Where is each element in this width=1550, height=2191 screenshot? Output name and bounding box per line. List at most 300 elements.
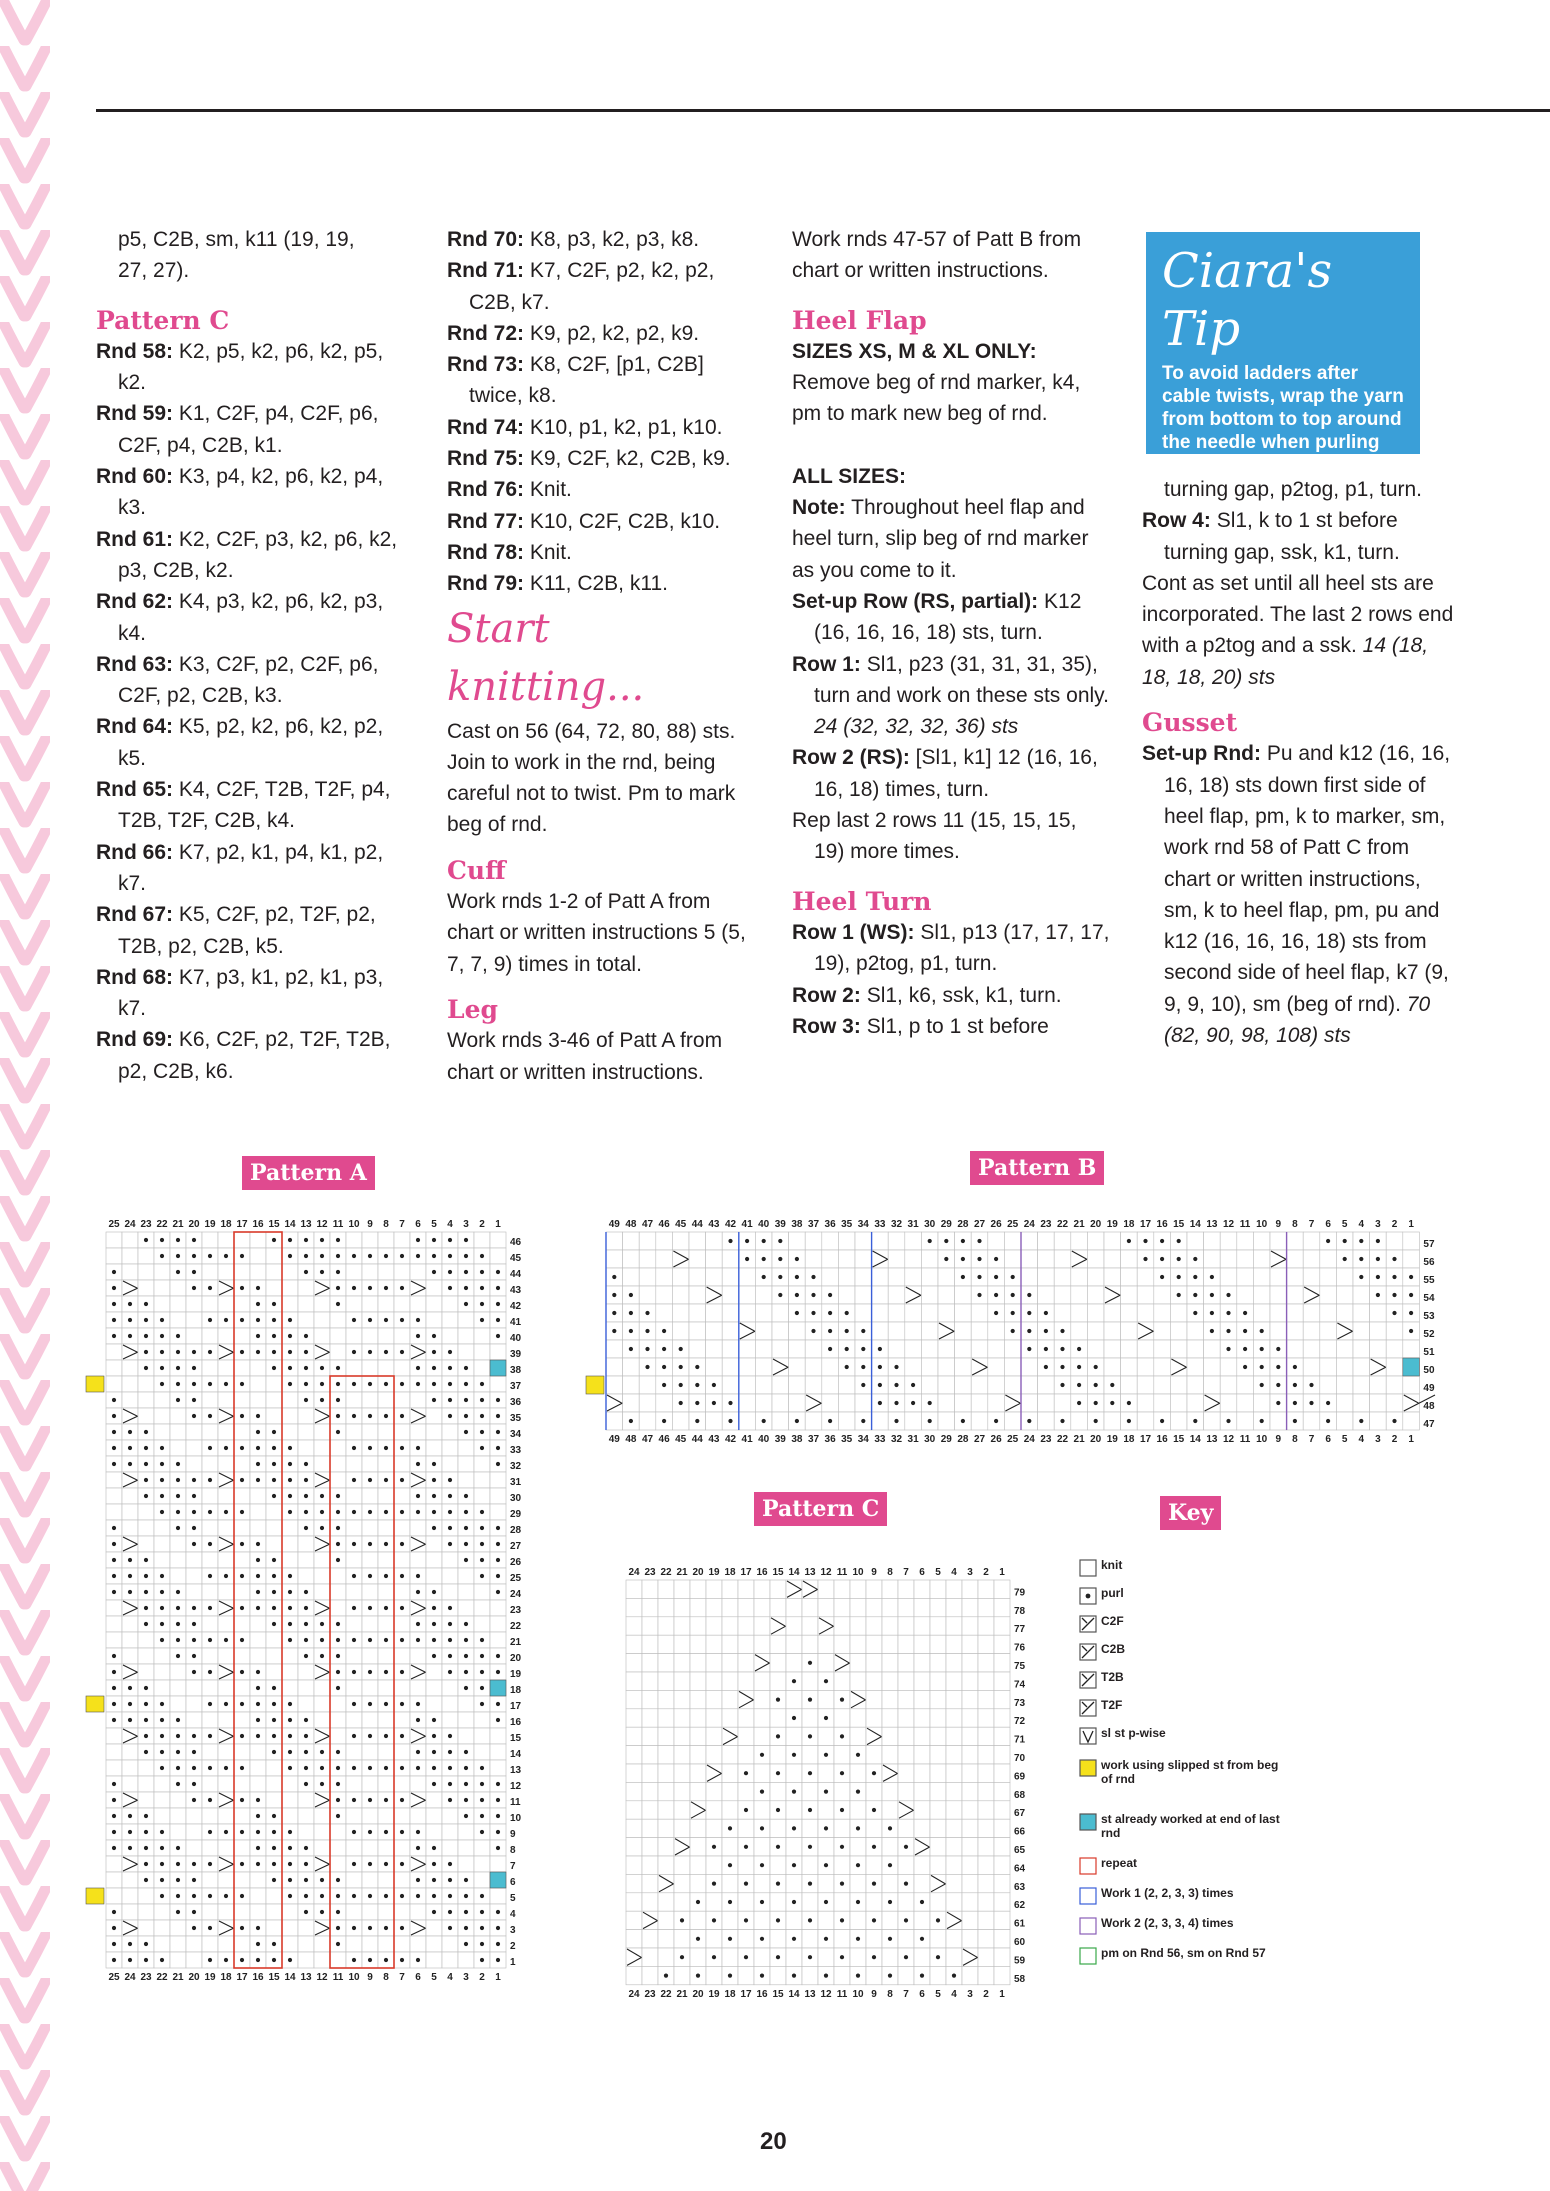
purl-dot (744, 1918, 748, 1922)
column-number: 17 (1139, 1219, 1152, 1230)
chart-cell (330, 1824, 346, 1840)
pattern-c-row (447, 537, 757, 568)
row-number: 53 (1423, 1311, 1435, 1322)
chart-cell (346, 1872, 362, 1888)
column-number: 46 (658, 1434, 670, 1445)
column-number: 8 (1292, 1219, 1298, 1230)
purl-dot (464, 1798, 468, 1802)
chart-cell (250, 1760, 266, 1776)
chart-cell (458, 1584, 474, 1600)
chart-cell (1336, 1286, 1353, 1304)
chart-cell (1121, 1250, 1138, 1268)
chart-cell (138, 1904, 154, 1920)
purl-dot (1160, 1257, 1164, 1261)
chart-cell (234, 1520, 250, 1536)
chart-cell (394, 1296, 410, 1312)
purl-dot (368, 1414, 372, 1418)
purl-dot (778, 1275, 782, 1279)
purl-dot (432, 1718, 436, 1722)
purl-dot (1143, 1239, 1147, 1243)
purl-dot (240, 1414, 244, 1418)
chart-cell (250, 1248, 266, 1264)
purl-dot (256, 1574, 260, 1578)
chart-cell (234, 1296, 250, 1312)
chart-cell (786, 1911, 802, 1929)
purl-dot (208, 1670, 212, 1674)
row-text: K4, p3, k2, p6, k2, p3, k4. (118, 590, 384, 645)
purl-dot (368, 1702, 372, 1706)
purl-dot (112, 1782, 116, 1786)
purl-dot (240, 1350, 244, 1354)
chart-cell (186, 1568, 202, 1584)
chart-cell (626, 1819, 642, 1837)
chart-cell (346, 1392, 362, 1408)
purl-dot (496, 1782, 500, 1786)
purl-dot (776, 1955, 780, 1959)
purl-dot (448, 1526, 452, 1530)
column-number: 9 (1275, 1219, 1282, 1230)
purl-dot (712, 1845, 716, 1849)
chart-cell (458, 1456, 474, 1472)
column-number: 33 (874, 1434, 886, 1445)
heel-flap-heading: Heel Flap (792, 305, 927, 335)
purl-dot (112, 1398, 116, 1402)
chart-cell (818, 1911, 834, 1929)
purl-dot (272, 1318, 276, 1322)
column-number: 12 (1222, 1434, 1235, 1445)
chart-cell (978, 1672, 994, 1690)
chart-cell (866, 1893, 882, 1911)
purl-dot (828, 1329, 832, 1333)
chart-cell (770, 1580, 786, 1598)
purl-dot (272, 1878, 276, 1882)
purl-dot (1094, 1365, 1098, 1369)
purl-dot (432, 1654, 436, 1658)
chart-cell (458, 1472, 474, 1488)
purl-dot (1392, 1293, 1396, 1297)
chart-cell (971, 1358, 988, 1376)
purl-dot (432, 1382, 436, 1386)
purl-dot (1177, 1293, 1181, 1297)
chart-cell (1204, 1394, 1221, 1412)
chart-cell (802, 1930, 818, 1948)
purl-dot (352, 1830, 356, 1834)
purl-dot (112, 1574, 116, 1578)
chart-cell (170, 1312, 186, 1328)
purl-dot (728, 1937, 732, 1941)
chart-cell (770, 1709, 786, 1727)
purl-dot (811, 1293, 815, 1297)
purl-dot (1077, 1365, 1081, 1369)
chart-cell (490, 1488, 506, 1504)
chart-cell (898, 1709, 914, 1727)
chart-cell (834, 1635, 850, 1653)
chart-cell (872, 1286, 889, 1304)
purl-dot (256, 1542, 260, 1546)
chart-cell (442, 1456, 458, 1472)
purl-dot (728, 1419, 732, 1423)
chart-cell (658, 1782, 674, 1800)
purl-dot (480, 1926, 484, 1930)
chart-cell (656, 1304, 673, 1322)
chart-cell (186, 1296, 202, 1312)
chart-cell (1054, 1394, 1071, 1412)
chart-cell (314, 1856, 330, 1872)
purl-dot (1359, 1257, 1363, 1261)
pattern-c-row (96, 774, 406, 837)
chart-cell (689, 1304, 706, 1322)
chart-cell (1403, 1232, 1420, 1250)
chart-cell (106, 1872, 122, 1888)
purl-dot (878, 1401, 882, 1405)
purl-dot (272, 1622, 276, 1626)
chart-cell (905, 1250, 922, 1268)
purl-dot (432, 1350, 436, 1354)
purl-dot (144, 1462, 148, 1466)
purl-dot (288, 1238, 292, 1242)
purl-dot (160, 1494, 164, 1498)
chart-cell (474, 1456, 490, 1472)
purl-dot (128, 1942, 132, 1946)
chart-cell (186, 1456, 202, 1472)
chart-cell (672, 1250, 689, 1268)
pattern-c-row (447, 506, 757, 537)
purl-dot (128, 1830, 132, 1834)
chart-cell (1403, 1250, 1420, 1268)
chart-cell (330, 1856, 346, 1872)
purl-dot (1193, 1293, 1197, 1297)
purl-dot (352, 1446, 356, 1450)
chart-cell (218, 1920, 234, 1936)
purl-dot (272, 1462, 276, 1466)
chart-cell (1303, 1322, 1320, 1340)
purl-dot (400, 1894, 404, 1898)
purl-dot (304, 1750, 308, 1754)
chart-cell (722, 1304, 739, 1322)
chart-cell (988, 1340, 1005, 1358)
chart-cell (674, 1856, 690, 1874)
row-number: 74 (1014, 1679, 1026, 1691)
purl-dot (480, 1910, 484, 1914)
purl-dot (256, 1862, 260, 1866)
purl-dot (1060, 1365, 1064, 1369)
purl-dot (1127, 1419, 1131, 1423)
purl-dot (320, 1494, 324, 1498)
purl-dot (288, 1462, 292, 1466)
purl-dot (792, 1863, 796, 1867)
chart-cell (378, 1552, 394, 1568)
purl-dot (304, 1494, 308, 1498)
chart-cell (905, 1358, 922, 1376)
chart-cell (138, 1888, 154, 1904)
purl-dot (416, 1318, 420, 1322)
purl-dot (160, 1958, 164, 1962)
yellow-marker (86, 1376, 104, 1392)
chart-cell (218, 1808, 234, 1824)
chart-cell (314, 1312, 330, 1328)
chart-cell (1303, 1250, 1320, 1268)
chart-cell (426, 1680, 442, 1696)
purl-dot (320, 1398, 324, 1402)
purl-dot (368, 1510, 372, 1514)
purl-dot (256, 1718, 260, 1722)
chart-cell (689, 1268, 706, 1286)
chart-cell (1021, 1232, 1038, 1250)
column-number: 12 (1222, 1219, 1235, 1230)
chart-cell (1370, 1304, 1387, 1322)
chart-cell (394, 1712, 410, 1728)
chart-cell (914, 1690, 930, 1708)
purl-dot (840, 1698, 844, 1702)
chart-cell (978, 1690, 994, 1708)
purl-dot (112, 1654, 116, 1658)
purl-dot (160, 1478, 164, 1482)
column-number: 20 (692, 1567, 704, 1578)
row-number: 9 (510, 1829, 516, 1840)
purl-dot (288, 1574, 292, 1578)
chart-cell (882, 1764, 898, 1782)
chart-cell (690, 1782, 706, 1800)
row-number: 71 (1014, 1734, 1026, 1746)
chart-cell (722, 1580, 738, 1598)
chart-cell (1403, 1412, 1420, 1430)
purl-dot (795, 1275, 799, 1279)
purl-dot (432, 1846, 436, 1850)
chart-cell (122, 1536, 138, 1552)
purl-dot (352, 1350, 356, 1354)
purl-dot (1193, 1257, 1197, 1261)
chart-cell (722, 1782, 738, 1800)
purl-dot (176, 1334, 180, 1338)
note-label: Note: (792, 496, 846, 520)
purl-dot (416, 1958, 420, 1962)
purl-dot (712, 1882, 716, 1886)
column-number: 2 (1391, 1219, 1398, 1230)
purl-dot (400, 1798, 404, 1802)
chart-cell (282, 1552, 298, 1568)
pattern-c-row (447, 255, 757, 318)
column-number: 24 (628, 1988, 640, 2000)
purl-dot (416, 1574, 420, 1578)
purl-dot (272, 1590, 276, 1594)
row-label: Rnd 73: (447, 353, 525, 377)
chart-cell (674, 1746, 690, 1764)
purl-dot (464, 1270, 468, 1274)
chart-cell (905, 1412, 922, 1430)
column-number: 8 (383, 1972, 389, 1983)
purl-dot (811, 1275, 815, 1279)
column-number: 17 (236, 1219, 248, 1230)
chart-cell (314, 1424, 330, 1440)
column-number: 4 (447, 1972, 453, 1983)
chart-cell (330, 1840, 346, 1856)
column-number: 9 (871, 1988, 877, 2000)
purl-dot (480, 1254, 484, 1258)
chart-cell (378, 1456, 394, 1472)
column-number: 40 (758, 1434, 770, 1445)
purl-dot (760, 1790, 764, 1794)
chart-cell (786, 1874, 802, 1892)
chart-cell (410, 1936, 426, 1952)
chart-cell (962, 1838, 978, 1856)
chart-cell (1170, 1412, 1187, 1430)
purl-dot (776, 1918, 780, 1922)
leg-heading: Leg (447, 994, 498, 1024)
chart-cell (298, 1568, 314, 1584)
row-label: Rnd 65: (96, 778, 174, 802)
chart-cell (822, 1358, 839, 1376)
chart-cell (674, 1801, 690, 1819)
chart-cell (154, 1776, 170, 1792)
chart-cell (802, 1746, 818, 1764)
chart-cell (442, 1936, 458, 1952)
chart-cell (1087, 1322, 1104, 1340)
purl-dot (272, 1574, 276, 1578)
chart-cell (170, 1296, 186, 1312)
purl-dot (384, 1958, 388, 1962)
chart-cell (266, 1760, 282, 1776)
chart-cell (930, 1819, 946, 1837)
purl-dot (112, 1958, 116, 1962)
chart-cell (202, 1712, 218, 1728)
purl-dot (894, 1401, 898, 1405)
row-label: Rnd 77: (447, 509, 525, 533)
gusset-text: Pu and k12 (16, 16, 16, 18) sts down first side of heel flap, pm, k to marker, sm, work rnd 58 of Patt C from chart or written instructions, sm, k to heel flap, pm, pu and k12 (16, 16, 16, 18) sts from second side of heel flap, k7 (9, 9, 9, 10), sm (beg of rnd). (1164, 742, 1451, 1016)
column-number: 10 (348, 1972, 360, 1983)
column-number: 6 (1325, 1219, 1331, 1230)
chart-cell (170, 1408, 186, 1424)
column-number: 4 (1358, 1219, 1365, 1230)
chart-cell (962, 1874, 978, 1892)
purl-dot (240, 1702, 244, 1706)
chart-cell (642, 1690, 658, 1708)
chart-cell (834, 1709, 850, 1727)
chart-cell (738, 1598, 754, 1616)
chart-cell (282, 1792, 298, 1808)
column-number: 16 (1156, 1434, 1168, 1445)
chart-cell (362, 1872, 378, 1888)
chart-cell (202, 1680, 218, 1696)
chart-cell (1170, 1376, 1187, 1394)
purl-dot (432, 1334, 436, 1338)
chart-cell (882, 1948, 898, 1966)
purl-dot (432, 1590, 436, 1594)
purl-dot (384, 1446, 388, 1450)
chart-cell (802, 1672, 818, 1690)
pattern-c-row (447, 443, 757, 474)
chart-cell (490, 1232, 506, 1248)
chart-cell (314, 1568, 330, 1584)
purl-dot (762, 1419, 766, 1423)
chart-cell (250, 1488, 266, 1504)
chart-cell (946, 1782, 962, 1800)
row-number: 63 (1014, 1881, 1026, 1893)
chart-cell (330, 1456, 346, 1472)
purl-dot (612, 1311, 616, 1315)
chart-cell (1137, 1268, 1154, 1286)
row-label: Rnd 76: (447, 478, 525, 502)
purl-dot (192, 1526, 196, 1530)
purl-dot (760, 1753, 764, 1757)
purl-dot (176, 1862, 180, 1866)
chart-cell (706, 1635, 722, 1653)
purl-dot (1060, 1329, 1064, 1333)
chart-cell (1353, 1394, 1370, 1412)
purl-dot (612, 1329, 616, 1333)
chart-cell (202, 1456, 218, 1472)
chart-cell (266, 1248, 282, 1264)
purl-dot (1094, 1419, 1098, 1423)
chart-cell (1087, 1304, 1104, 1322)
purl-dot (1110, 1401, 1114, 1405)
chart-cell (282, 1936, 298, 1952)
purl-dot (496, 1798, 500, 1802)
column-number: 47 (641, 1219, 654, 1230)
chart-cell (298, 1808, 314, 1824)
chart-cell (994, 1654, 1010, 1672)
purl-dot (496, 1942, 500, 1946)
chart-cell (362, 1264, 378, 1280)
purl-dot (1392, 1257, 1396, 1261)
row-number: 25 (510, 1573, 522, 1584)
purl-dot (176, 1878, 180, 1882)
chart-cell (706, 1746, 722, 1764)
chart-cell (314, 1680, 330, 1696)
purl-dot (192, 1382, 196, 1386)
chart-cell (474, 1360, 490, 1376)
column-number: 11 (332, 1972, 344, 1983)
purl-dot (304, 1622, 308, 1626)
column-number: 14 (284, 1972, 296, 1983)
purl-dot (288, 1862, 292, 1866)
chart-cell (786, 1598, 802, 1616)
top-rule (96, 109, 1550, 112)
chart-cell (346, 1552, 362, 1568)
purl-dot (680, 1918, 684, 1922)
purl-dot (840, 1808, 844, 1812)
purl-dot (208, 1862, 212, 1866)
chart-cell (1104, 1304, 1121, 1322)
column-number: 23 (1040, 1219, 1052, 1230)
chart-cell (138, 1648, 154, 1664)
purl-dot (480, 1430, 484, 1434)
chart-cell (186, 1440, 202, 1456)
row-number: 27 (510, 1541, 522, 1552)
chart-cell (822, 1268, 839, 1286)
chart-cell (314, 1824, 330, 1840)
purl-dot (1060, 1383, 1064, 1387)
purl-dot (224, 1638, 228, 1642)
chart-cell (770, 1819, 786, 1837)
chart-cell (410, 1728, 426, 1744)
purl-dot (496, 1446, 500, 1450)
chart-cell (394, 1808, 410, 1824)
chart-cell (266, 1776, 282, 1792)
purl-dot (1260, 1419, 1264, 1423)
chart-cell (722, 1598, 738, 1616)
chart-cell (378, 1584, 394, 1600)
purl-dot (144, 1750, 148, 1754)
chart-cell (378, 1776, 394, 1792)
purl-dot (792, 1826, 796, 1830)
chart-cell (362, 1904, 378, 1920)
pattern-a-label: Pattern A (242, 1156, 375, 1190)
purl-dot (160, 1446, 164, 1450)
chart-cell (962, 1911, 978, 1929)
chart-cell (426, 1664, 442, 1680)
chart-cell (1336, 1376, 1353, 1394)
chart-cell (218, 1648, 234, 1664)
